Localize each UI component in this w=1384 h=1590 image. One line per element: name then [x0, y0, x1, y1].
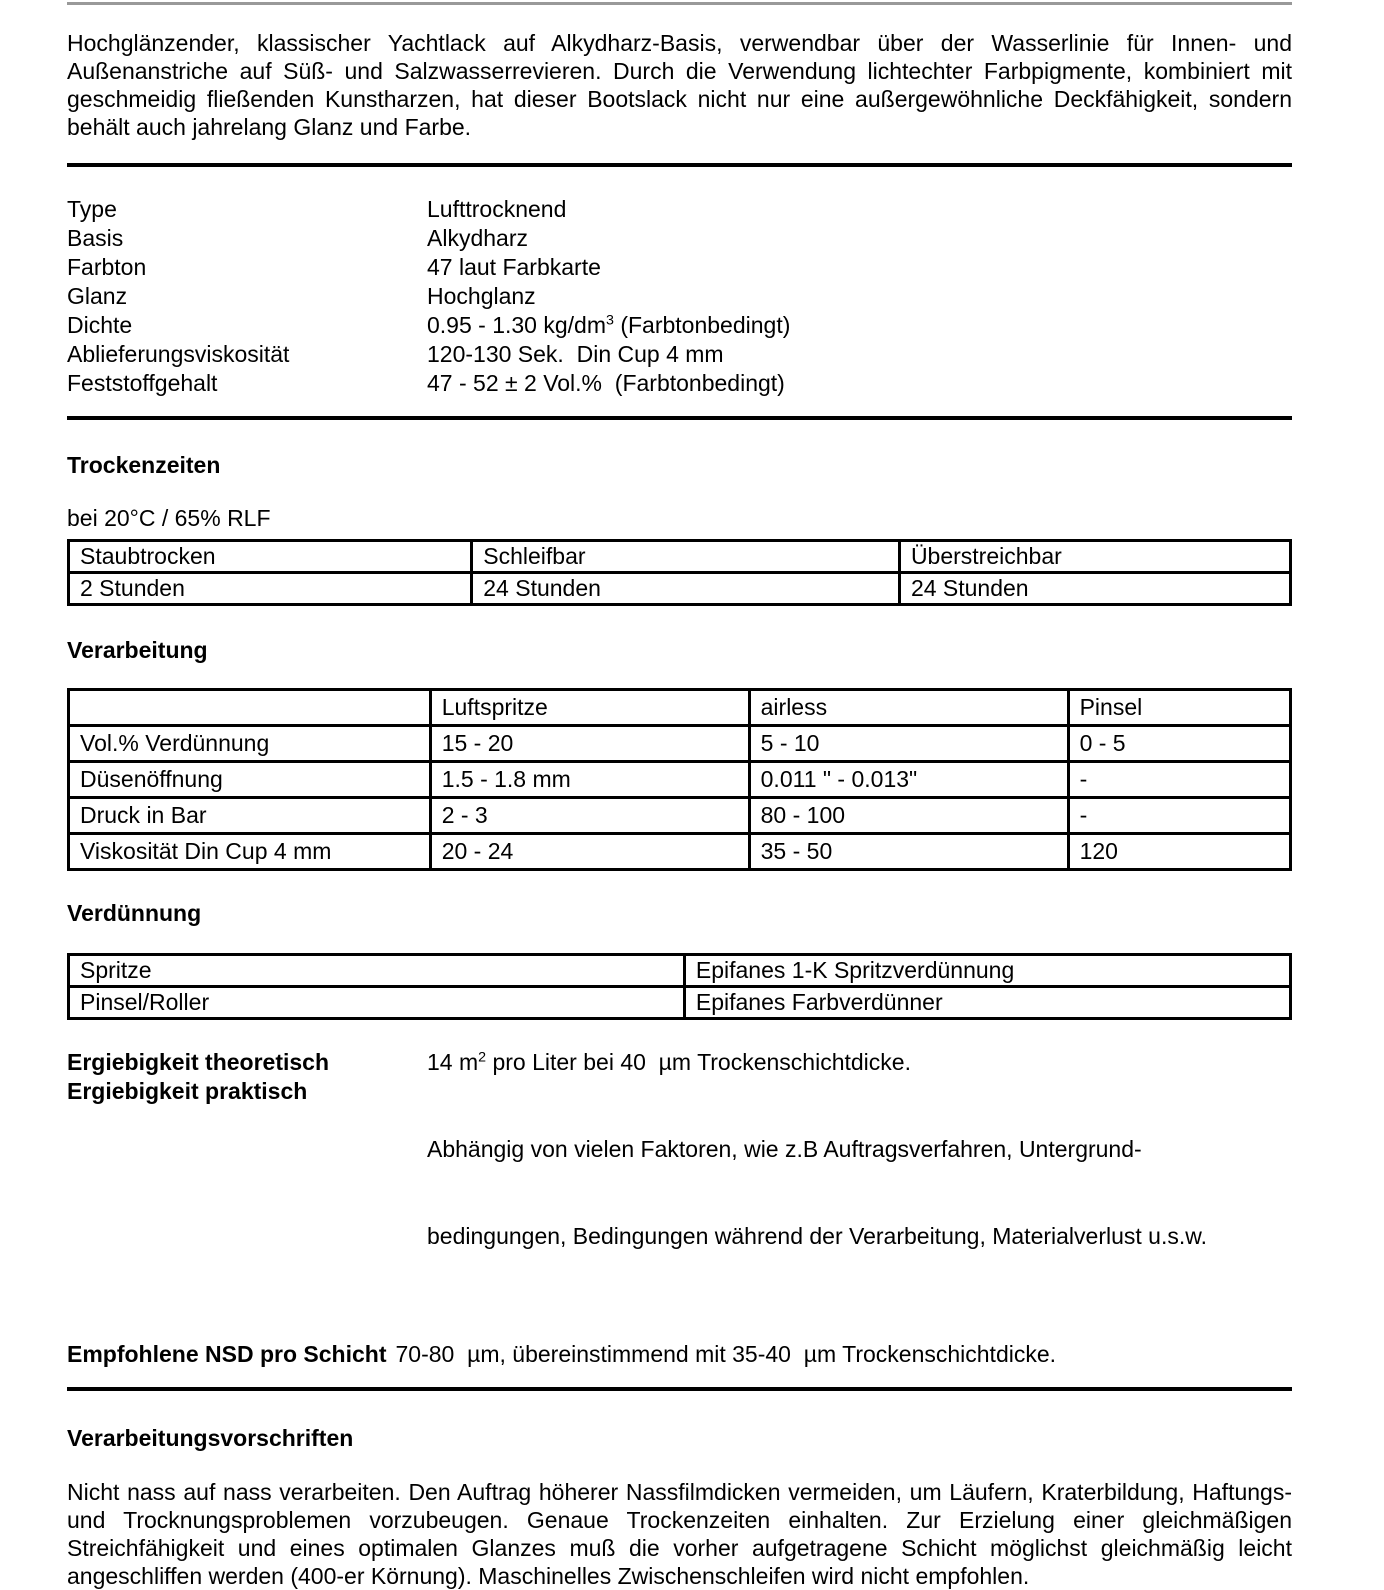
table-header-row [69, 541, 1291, 573]
table-cell: - [1068, 762, 1290, 798]
property-value: 47 - 52 ± 2 Vol.% (Farbtonbedingt) [427, 370, 785, 396]
datasheet-page [0, 2, 1384, 1590]
superscript: 3 [606, 312, 614, 329]
section-heading-trockenzeiten: Trockenzeiten [67, 452, 221, 478]
coverage-practical-value: Abhängig von vielen Faktoren, wie z.B Auftragsverfahren, Untergrund- bedingungen, Bedingungen während der Verarbeitung, Materialverlust u.s.w. [427, 1136, 1207, 1249]
property-row-type [67, 195, 1292, 224]
superscript: 2 [478, 1049, 487, 1066]
table-header-row [69, 690, 1291, 726]
table-row-spritze [69, 955, 1291, 987]
table-cell: 24 Stunden [472, 573, 900, 605]
property-value: Lufttrocknend [427, 196, 567, 222]
property-row-farbton [67, 253, 1292, 282]
row-label-cell: Spritze [69, 955, 685, 987]
row-label-cell: Vol.% Verdünnung [69, 726, 431, 762]
coverage-theoretical-value: 14 $m^2$ pro Liter bei 40 µm Trockenschichtdicke. [427, 1049, 911, 1075]
table-cell: Epifanes Farbverdünner [684, 987, 1290, 1019]
property-label: Type [67, 196, 117, 222]
property-row-dichte [67, 311, 1292, 340]
table-cell: 1.5 - 1.8 mm [430, 762, 749, 798]
intro-paragraph: Hochglänzender, klassischer Yachtlack auf Alkydharz-Basis, verwendbar über der Wasserlinie für Innen- und Außenanstriche auf Süß- und Salzwasserrevieren. Durch die Verwendung lichtechter Farbpigmente, kombiniert mit geschmeidig fließenden Kunstharzen, hat dieser Bootslack nicht nur eine außergewöhnliche Deckfähigkeit, sondern behält auch jahrelang Glanz und Farbe. [67, 30, 1292, 140]
property-label: Ablieferungsviskosität [67, 341, 290, 367]
property-label: Basis [67, 225, 124, 251]
section-heading-vorschriften: Verarbeitungsvorschriften [67, 1425, 354, 1451]
properties-list [67, 195, 1292, 398]
property-label: Dichte [67, 312, 133, 338]
row-label-cell: Druck in Bar [69, 798, 431, 834]
table-cell: 0.011 " - 0.013" [749, 762, 1068, 798]
property-row-glanz [67, 282, 1292, 311]
property-label: Farbton [67, 254, 147, 280]
property-value: 120-130 Sek. Din Cup 4 mm [427, 341, 724, 367]
recommended-nsd-value: 70-80 µm, übereinstimmend mit 35-40 µm Trockenschichtdicke. [395, 1341, 1057, 1367]
divider-after-intro [67, 163, 1292, 167]
coverage-block [67, 1048, 1292, 1309]
table-cell: 0 - 5 [1068, 726, 1290, 762]
table-row-duesenoeffnung [69, 762, 1291, 798]
table-row-viskositaet [69, 834, 1291, 870]
table-row-verduennung [69, 726, 1291, 762]
recommended-nsd-line [67, 1341, 1292, 1367]
coverage-theoretical-label: Ergiebigkeit theoretisch [67, 1049, 330, 1075]
property-label: Feststoffgehalt [67, 370, 218, 396]
property-value: Alkydharz [427, 225, 528, 251]
property-row-viskositaet [67, 340, 1292, 369]
row-label-cell: Düsenöffnung [69, 762, 431, 798]
header-cell-empty [69, 690, 431, 726]
coverage-practical-label: Ergiebigkeit praktisch [67, 1078, 308, 1104]
coverage-theoretical-row [67, 1048, 1292, 1077]
drying-condition-line: bei 20°C / 65% RLF [67, 505, 271, 531]
table-cell: - [1068, 798, 1290, 834]
table-row [69, 573, 1291, 605]
property-value: 47 laut Farbkarte [427, 254, 601, 280]
header-cell-luftspritze: Luftspritze [430, 690, 749, 726]
property-label: Glanz [67, 283, 128, 309]
row-label-cell: Viskosität Din Cup 4 mm [69, 834, 431, 870]
processing-table [67, 688, 1292, 871]
header-cell-ueberstreichbar: Überstreichbar [899, 541, 1290, 573]
coverage-practical-row [67, 1077, 1292, 1309]
divider-after-nsd [67, 1387, 1292, 1391]
header-cell-schleifbar: Schleifbar [472, 541, 900, 573]
property-value: Hochglanz [427, 283, 536, 309]
table-cell: Epifanes 1-K Spritzverdünnung [684, 955, 1290, 987]
header-cell-staubtrocken: Staubtrocken [69, 541, 472, 573]
header-cell-pinsel: Pinsel [1068, 690, 1290, 726]
thinning-table [67, 953, 1292, 1020]
table-cell: 15 - 20 [430, 726, 749, 762]
table-cell: 24 Stunden [899, 573, 1290, 605]
table-cell: 2 Stunden [69, 573, 472, 605]
table-row-pinsel-roller [69, 987, 1291, 1019]
drying-times-table [67, 539, 1292, 606]
table-cell: 35 - 50 [749, 834, 1068, 870]
property-row-feststoffgehalt [67, 369, 1292, 398]
header-cell-airless: airless [749, 690, 1068, 726]
table-cell: 80 - 100 [749, 798, 1068, 834]
row-label-cell: Pinsel/Roller [69, 987, 685, 1019]
section-heading-verduennung: Verdünnung [67, 900, 202, 926]
top-divider [67, 2, 1292, 5]
table-cell: 2 - 3 [430, 798, 749, 834]
processing-instructions-paragraph: Nicht nass auf nass verarbeiten. Den Auftrag höherer Nassfilmdicken vermeiden, um Läufern, Kraterbildung, Haftungs- und Trocknungsproblemen vorzubeugen. Genaue Trockenzeiten einhalten. Zur Erzielung einer gleichmäßigen Streichfähigkeit und eines optimalen Glanzes muß die vorher aufgetragene Schicht möglichst gleichmäßig leicht angeschliffen werden (400-er Körnung). Maschinelles Zwischenschleifen wird nicht empfohlen. [67, 1479, 1292, 1589]
recommended-nsd-label: Empfohlene NSD pro Schicht [67, 1341, 387, 1367]
divider-after-properties [67, 416, 1292, 420]
table-cell: 120 [1068, 834, 1290, 870]
property-row-basis [67, 224, 1292, 253]
table-cell: 5 - 10 [749, 726, 1068, 762]
property-value: 0.95 - 1.30 $kg/dm^3$ (Farbtonbedingt) [427, 312, 791, 338]
table-cell: 20 - 24 [430, 834, 749, 870]
section-heading-verarbeitung: Verarbeitung [67, 637, 208, 663]
table-row-druck [69, 798, 1291, 834]
